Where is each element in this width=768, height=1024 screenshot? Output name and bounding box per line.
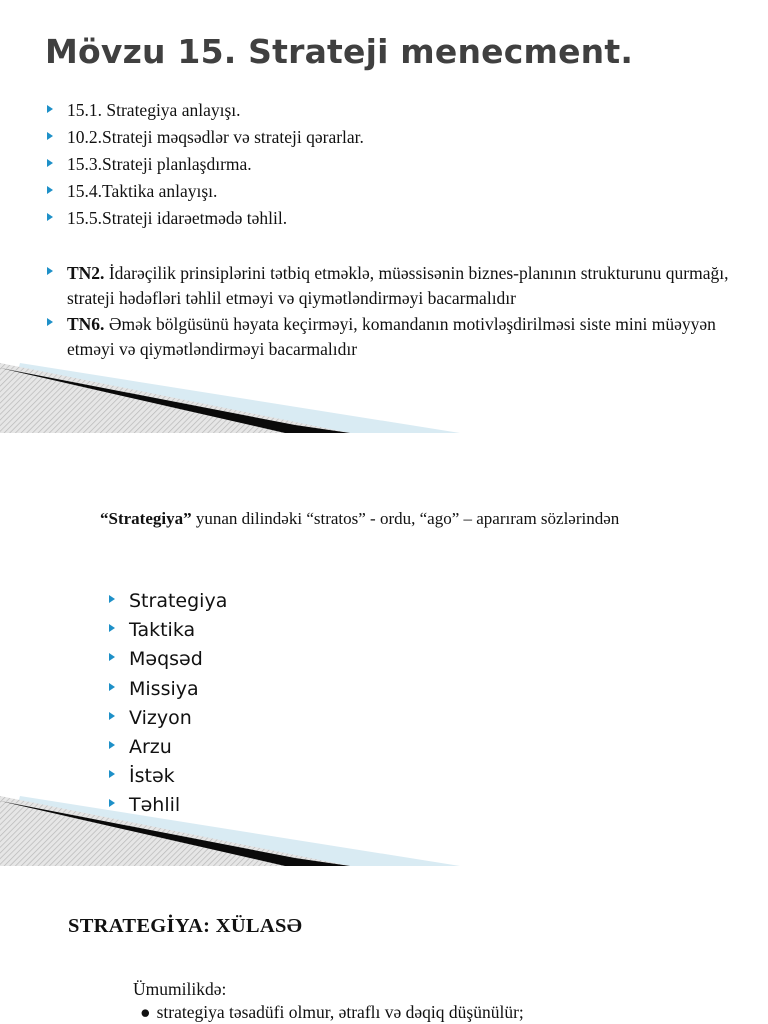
bullet-arrow-icon xyxy=(47,186,53,194)
topic-item: 15.3.Strateji planlaşdırma. xyxy=(45,151,364,178)
term-item: Strategiya xyxy=(107,587,227,616)
term-item: Missiya xyxy=(107,675,227,704)
etymology-term: “Strategiya” xyxy=(100,509,192,528)
bullet-arrow-icon xyxy=(109,770,115,778)
slide-title: Mövzu 15. Strateji menecment. xyxy=(45,32,634,71)
summary-item: ● strategiya təsadüfi olmur, ətraflı və dəqiq düşünülür; xyxy=(140,1002,524,1022)
competency-code: TN6. xyxy=(67,314,105,334)
term-item: Məqsəd xyxy=(107,645,227,674)
summary-list xyxy=(140,1002,524,1023)
bullet-arrow-icon xyxy=(47,105,53,113)
bullet-arrow-icon xyxy=(109,595,115,603)
term-item: İstək xyxy=(107,762,227,791)
bullet-arrow-icon xyxy=(109,712,115,720)
bullet-arrow-icon xyxy=(109,683,115,691)
competency-item xyxy=(45,261,735,310)
competency-list xyxy=(45,261,735,363)
topic-list xyxy=(45,97,364,232)
bullet-arrow-icon xyxy=(109,653,115,661)
bullet-arrow-icon xyxy=(109,741,115,749)
competency-code: TN2. xyxy=(67,263,105,283)
etymology-text: “Strategiya” yunan dilindəki “stratos” - ordu, “ago” – aparıram sözlərindən xyxy=(100,509,620,528)
bullet-dot-icon: ● xyxy=(140,1002,151,1022)
bullet-arrow-icon xyxy=(109,624,115,632)
bullet-arrow-icon xyxy=(47,132,53,140)
bullet-arrow-icon xyxy=(47,267,53,275)
term-item: Vizyon xyxy=(107,704,227,733)
summary-intro: Ümumilikdə: xyxy=(133,979,227,999)
slide-decoration xyxy=(0,796,460,866)
term-list xyxy=(107,587,227,821)
slide-decoration xyxy=(0,363,460,433)
slide-2 xyxy=(0,433,768,866)
competency-text: İdarəçilik prinsiplərini tətbiq etməklə, müəssisənin biznes-planının strukturunu qurmağı, strateji hədəfləri təhlil etməyi və qiymətləndirməyi bacarmalıdır xyxy=(67,263,729,308)
competency-text: Əmək bölgüsünü həyata keçirməyi, komandanın motivləşdirilməsi siste mini müəyyən etməyi və qiymətləndirməyi bacarmalıdır xyxy=(67,314,716,359)
topic-item: 10.2.Strateji məqsədlər və strateji qərarlar. xyxy=(45,124,364,151)
competency-item xyxy=(45,312,735,361)
topic-item: 15.1. Strategiya anlayışı. xyxy=(45,97,364,124)
slide-3 xyxy=(0,866,768,1024)
bullet-arrow-icon xyxy=(47,318,53,326)
bullet-arrow-icon xyxy=(47,213,53,221)
topic-item: 15.4.Taktika anlayışı. xyxy=(45,178,364,205)
topic-item: 15.5.Strateji idarəetmədə təhlil. xyxy=(45,205,364,232)
summary-title: STRATEGİYA: XÜLASƏ xyxy=(68,915,303,937)
term-item: Arzu xyxy=(107,733,227,762)
term-item: Taktika xyxy=(107,616,227,645)
bullet-arrow-icon xyxy=(47,159,53,167)
slide-1 xyxy=(0,0,768,433)
term-item: Təhlil xyxy=(107,791,227,820)
